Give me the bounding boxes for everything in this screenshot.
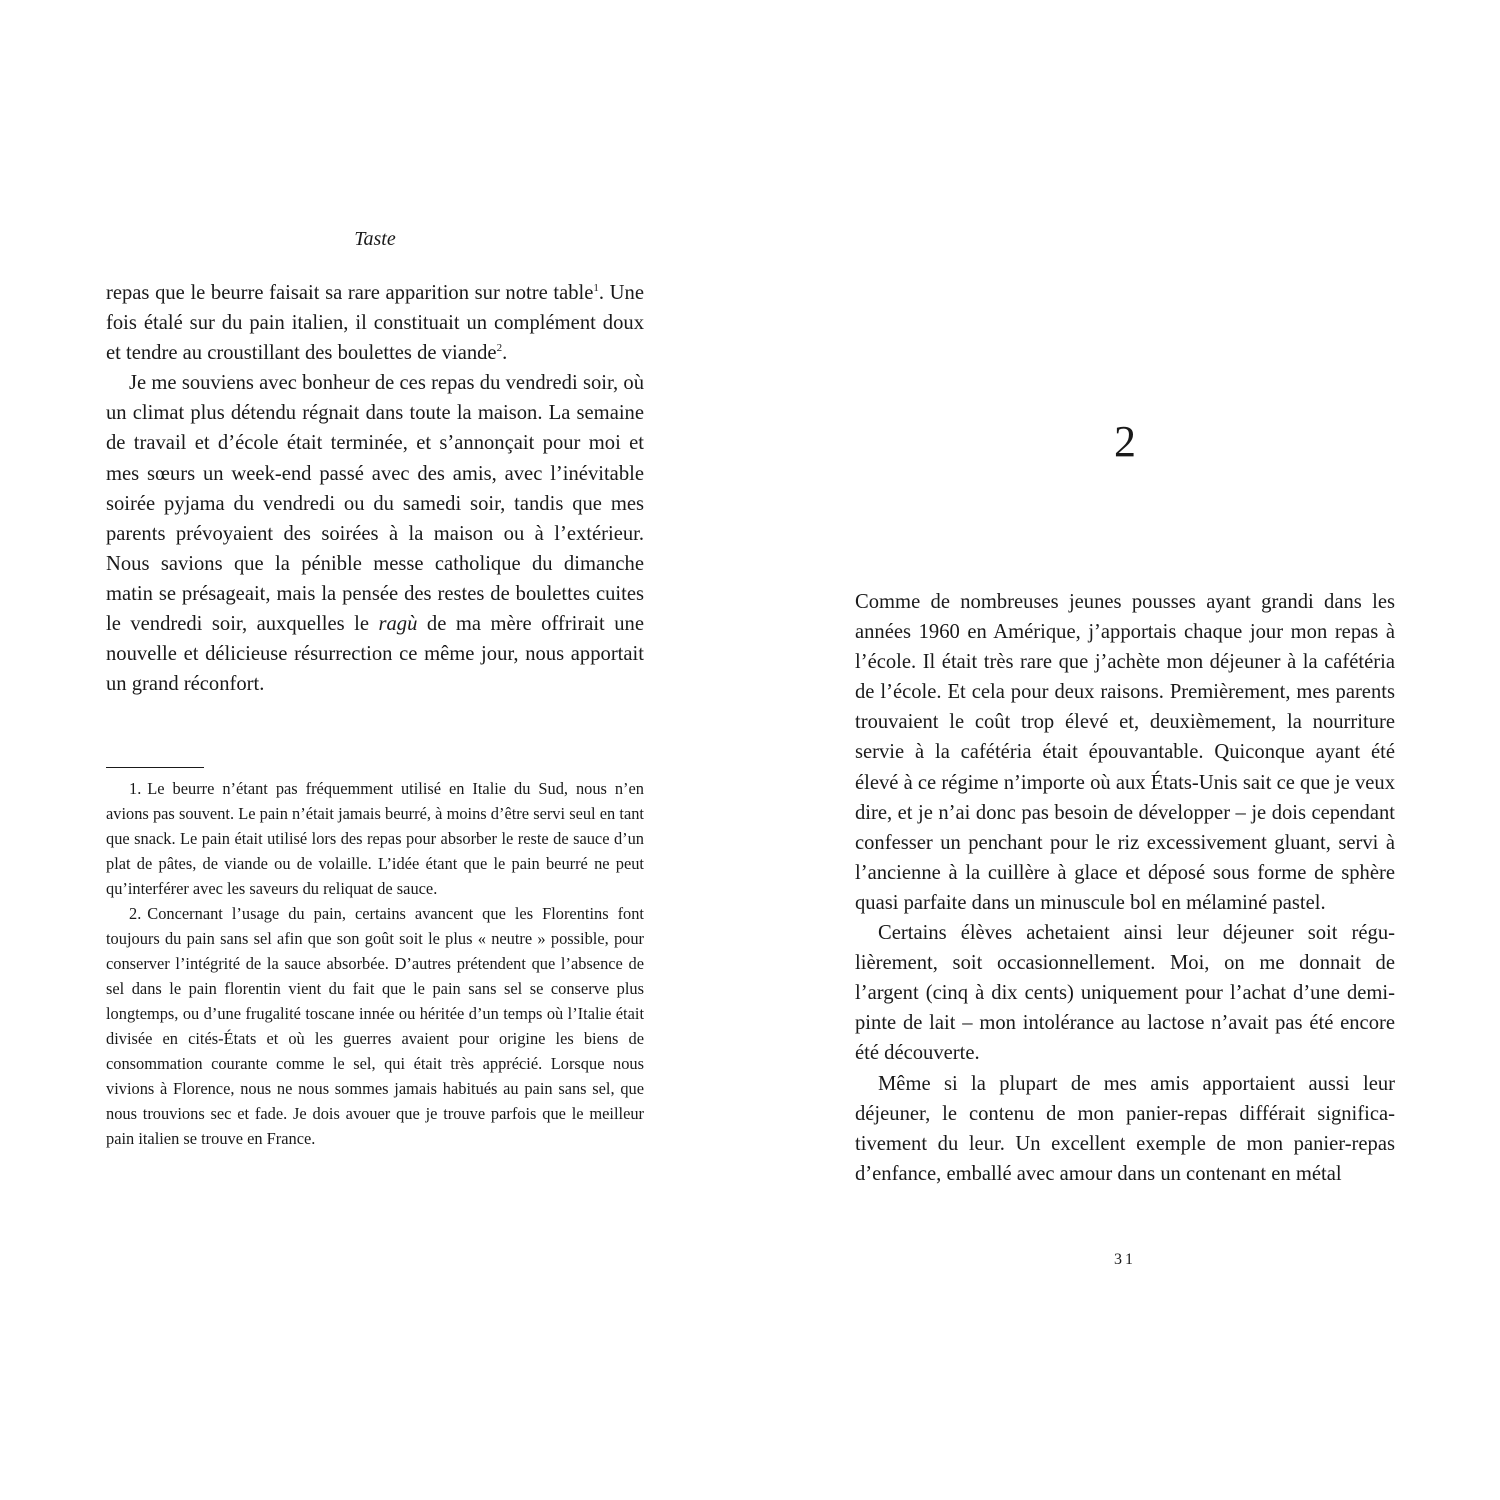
footnote-number: 2.	[129, 904, 142, 923]
running-head: Taste	[354, 228, 396, 250]
left-body-text	[106, 278, 644, 699]
text-run: . Une fois étalé sur du pain italien, il constituait un complément doux et tendre au croustillant des boulettes de viande	[106, 282, 644, 365]
chapter-number: 2	[1114, 417, 1136, 466]
text-run: de ma mère offrirait une nouvelle et délicieuse résurrection ce même jour, nous apportait un grand réconfort.	[106, 613, 644, 696]
footnote-text: Concernant l’usage du pain, certains avancent que les Florentins font toujours du pain sans sel afin que son goût soit le plus « neutre » possible, pour conserver l’intégrité de la sauce absorbée. D’autres prétendent que l’absence de sel dans le pain florentin vient du fait que le pain sans sel se conserve plus longtemps, ou d’une frugalité toscane innée ou héritée d’un temps où l’Italie était divisée en cités-États et où les guerres avaient pour origine les biens de consommation courante comme le sel, qui était très apprécié. Lorsque nous vivions à Florence, nous ne nous sommes jamais habitués au pain sans sel, que nous trouvions sec et fade. Je dois avouer que je trouve parfois que le meilleur pain italien se trouve en France.	[106, 904, 644, 1148]
right-page	[750, 0, 1500, 1500]
italic-term: ragù	[378, 613, 418, 636]
footnote-separator	[106, 767, 204, 768]
text-run: Je me souviens avec bonheur de ces repas du vendredi soir, où un climat plus détendu régnait dans toute la maison. La semaine de travail et d’école était terminée, et s’annonçait pour moi et mes sœurs un week-end passé avec des amis, avec l’inévitable soirée pyjama du vendredi ou du samedi soir, tandis que mes parents prévoyaient des soirées à la maison ou à l’extérieur. Nous savions que la pénible messe catholique du dimanche matin se présageait, mais la pensée des restes de boulettes cuites le vendredi soir, auxquelles le	[106, 372, 644, 636]
paragraph-1: Comme de nombreuses jeunes pousses ayant grandi dans les années 1960 en Amérique, j’apportais chaque jour mon repas à l’école. Il était très rare que j’achète mon déjeuner à la cafétéria de l’école. Et cela pour deux raisons. Premièrement, mes parents trouvaient le coût trop élevé et, deuxièmement, la nourriture servie à la cafétéria était épouvantable. Quiconque ayant été élevé à ce régime n’importe où aux États-Unis sait ce que je veux dire, et je n’ai donc pas besoin de développer – je dois cependant confesser un penchant pour le riz excessivement gluant, servi à l’ancienne à la cuillère à glace et déposé sous forme de sphère quasi parfaite dans un minuscule bol en mélaminé pastel.	[855, 591, 1395, 914]
footnote-1	[106, 776, 644, 901]
footnote-2	[106, 901, 644, 1151]
text-run: .	[502, 342, 508, 365]
paragraph-2	[106, 368, 644, 699]
text-run: repas que le beurre faisait sa rare apparition sur notre table	[106, 282, 594, 304]
footnote-text: Le beurre n’étant pas fréquemment utilisé en Italie du Sud, nous n’en avions pas souvent. Le pain n’était jamais beurré, à moins d’être servi seul en tant que snack. Le pain était utilisé lors des repas pour absorber le reste de sauce d’un plat de pâtes, de viande ou de volaille. L’idée étant que le pain beurré ne peut qu’interférer avec les saveurs du reliquat de sauce.	[106, 779, 644, 898]
footnotes	[106, 776, 644, 1151]
right-body-text	[855, 587, 1395, 1189]
footnote-ref-1[interactable]: 1	[593, 282, 599, 294]
paragraph-1	[106, 278, 644, 368]
paragraph-2: Certains élèves achetaient ainsi leur déjeuner soit régulièrement, soit occasionnellement. Moi, on me donnait de l’argent (cinq à dix cents) uniquement pour l’achat d’une demi-pinte de lait – mon intolérance au lactose n’avait pas été encore été découverte.	[855, 922, 1395, 1065]
paragraph-3: Même si la plupart de mes amis apportaient aussi leur déjeuner, le contenu de mon panier-repas différait significativement du leur. Un excellent exemple de mon panier-repas d’enfance, emballé avec amour dans un contenant en métal	[855, 1072, 1395, 1185]
page-number: 31	[1114, 1251, 1136, 1268]
footnote-number: 1.	[129, 779, 142, 798]
footnote-ref-2[interactable]: 2	[496, 342, 503, 355]
